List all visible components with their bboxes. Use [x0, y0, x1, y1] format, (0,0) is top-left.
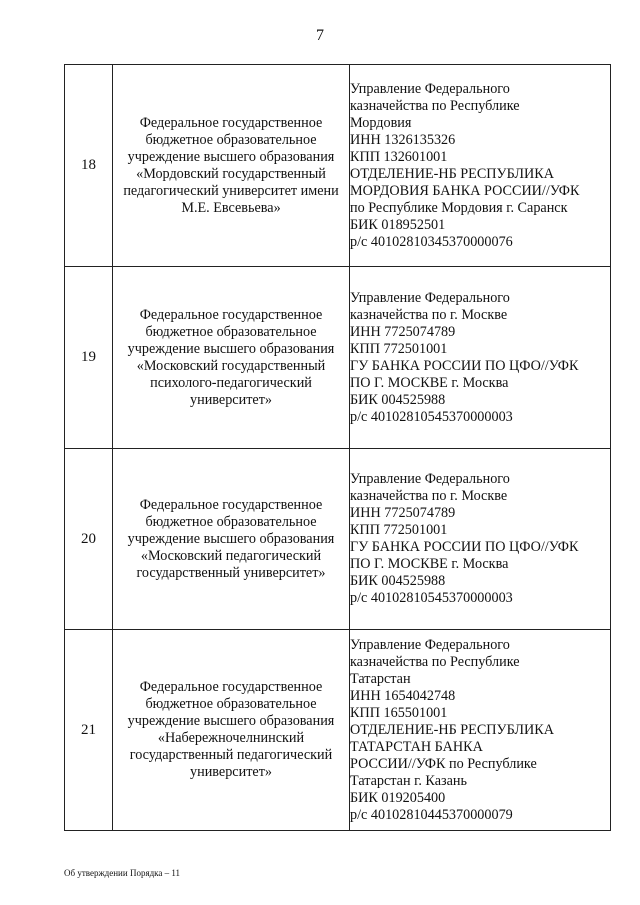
- row-number: 18: [65, 65, 113, 267]
- organizations-table: [64, 64, 611, 831]
- table-row: [65, 449, 611, 630]
- table-row: [65, 65, 611, 267]
- document-footer: Об утверждении Порядка – 11: [64, 868, 181, 878]
- organization-name: Федеральное государственное бюджетное образовательное учреждение высшего образования «Московский педагогический государственный университет»: [113, 449, 350, 630]
- organization-name: Федеральное государственное бюджетное образовательное учреждение высшего образования «Мордовский государственный педагогический университет имени М.Е. Евсевьева»: [113, 65, 350, 267]
- page-number: 7: [316, 27, 324, 44]
- bank-requisites: Управление Федерального казначейства по Республике Мордовия ИНН 1326135326 КПП 132601001 ОТДЕЛЕНИЕ-НБ РЕСПУБЛИКА МОРДОВИЯ БАНКА РОССИИ//УФК по Республике Мордовия г. Саранск БИК 018952501 р/с 40102810345370000076: [350, 65, 611, 267]
- bank-requisites: Управление Федерального казначейства по г. Москве ИНН 7725074789 КПП 772501001 ГУ БАНКА РОССИИ ПО ЦФО//УФК ПО Г. МОСКВЕ г. Москва БИК 004525988 р/с 40102810545370000003: [350, 267, 611, 449]
- table-row: [65, 267, 611, 449]
- bank-requisites: Управление Федерального казначейства по г. Москве ИНН 7725074789 КПП 772501001 ГУ БАНКА РОССИИ ПО ЦФО//УФК ПО Г. МОСКВЕ г. Москва БИК 004525988 р/с 40102810545370000003: [350, 449, 611, 630]
- table-row: [65, 630, 611, 831]
- organization-name: Федеральное государственное бюджетное образовательное учреждение высшего образования «Московский государственный психолого-педагогический университет»: [113, 267, 350, 449]
- row-number: 19: [65, 267, 113, 449]
- bank-requisites: Управление Федерального казначейства по Республике Татарстан ИНН 1654042748 КПП 165501001 ОТДЕЛЕНИЕ-НБ РЕСПУБЛИКА ТАТАРСТАН БАНКА РОССИИ//УФК по Республике Татарстан г. Казань БИК 019205400 р/с 40102810445370000079: [350, 630, 611, 831]
- row-number: 20: [65, 449, 113, 630]
- organization-name: Федеральное государственное бюджетное образовательное учреждение высшего образования «Набережночелнинский государственный педагогический университет»: [113, 630, 350, 831]
- row-number: 21: [65, 630, 113, 831]
